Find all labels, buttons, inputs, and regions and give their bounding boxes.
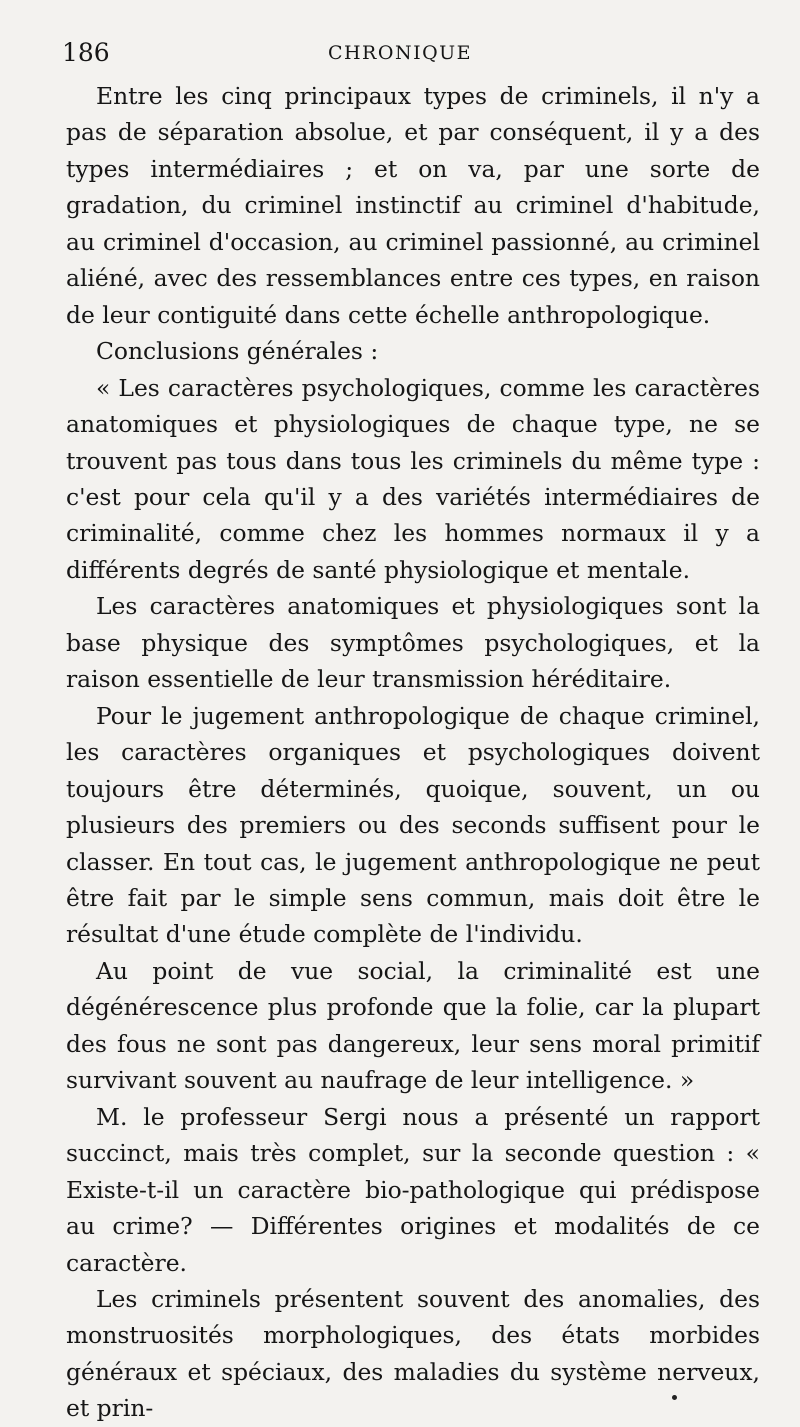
page-header: [0, 38, 800, 72]
paragraph-3: « Les caractères psychologiques, comme les caractères anatomiques et physiologiques de chaque type, ne se trouvent pas tous dans tous les criminels du même type : c'est pour cela qu'il y a des variétés intermédiaires de criminalité, comme chez les hommes normaux il y a différents degrés de santé physiologique et mentale.: [66, 373, 760, 584]
running-head: CHRONIQUE: [327, 42, 473, 64]
paragraph-8: Les criminels présentent souvent des anomalies, des monstruosités morphologiques, des états morbides généraux et spéciaux, des maladies du système nerveux, et prin-: [66, 1284, 760, 1423]
page-body-text: [66, 78, 760, 1427]
paragraph-2: Conclusions générales :: [96, 337, 379, 366]
ink-speck: [672, 1395, 677, 1400]
page-number: 186: [62, 38, 110, 67]
paragraph-1: Entre les cinq principaux types de criminels, il n'y a pas de séparation absolue, et par conséquent, il y a des types intermédiaires ; et on va, par une sorte de gradation, du criminel instinctif au criminel d'habitude, au criminel d'occasion, au criminel passionné, au criminel aliéné, avec des ressemblances entre ces types, en raison de leur contiguité dans cette échelle anthropologique.: [66, 82, 760, 329]
paragraph-7: M. le professeur Sergi nous a présenté un rapport succinct, mais très complet, sur la seconde question : « Existe-t-il un caractère bio-pathologique qui prédispose au crime? — Différentes origines et modalités de ce caractère.: [66, 1102, 760, 1277]
paragraph-5: Pour le jugement anthropologique de chaque criminel, les caractères organiques et psychologiques doivent toujours être déterminés, quoique, souvent, un ou plusieurs des premiers ou des seconds suffisent pour le classer. En tout cas, le jugement anthropologique ne peut être fait par le simple sens commun, mais doit être le résultat d'une étude complète de l'individu.: [66, 701, 760, 949]
paragraph-4: Les caractères anatomiques et physiologiques sont la base physique des symptômes psychologiques, et la raison essentielle de leur transmission héréditaire.: [66, 592, 760, 694]
paragraph-6: Au point de vue social, la criminalité est une dégénérescence plus profonde que la folie, car la plupart des fous ne sont pas dangereux, leur sens moral primitif survivant souvent au naufrage de leur intelligence. »: [66, 956, 760, 1095]
